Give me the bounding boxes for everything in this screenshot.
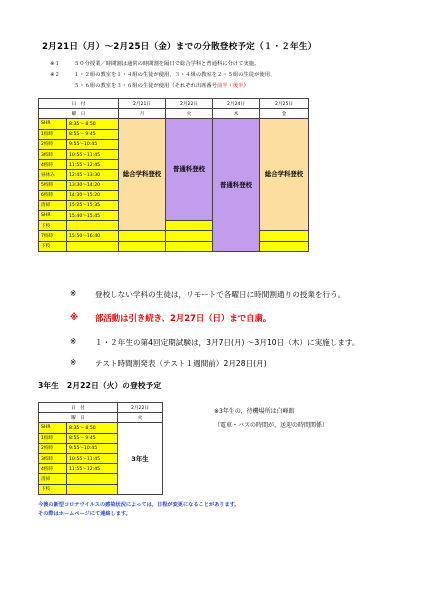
table-row <box>39 119 309 129</box>
third-year-title: 3年生 2月22日（火）の登校予定 <box>38 381 162 390</box>
third-year-table <box>38 402 163 495</box>
note-1: ５０分授業／時間割は通常の時間割を隔日で総合学科と普通科に分けて実施。 <box>74 61 260 67</box>
third-year-cell: 3年生 <box>118 423 163 494</box>
period-name: 下校 <box>39 221 67 231</box>
note-exam: １・２年生の第4回定期試験は，3月7日(月) ～3月10日（木）に実施します。 <box>95 338 360 347</box>
schedule-date-row <box>39 99 309 109</box>
third-date: 2月22日 <box>118 403 163 413</box>
note-2-cont: ５・６組の教室を３・６組の生徒が使用（それぞれ出席番号前半・後半） <box>74 83 249 89</box>
period-name: 4校時 <box>39 464 67 474</box>
period-name: 清掃 <box>39 474 67 484</box>
period-time: 8:35～ 8:50 <box>67 423 118 433</box>
cell-thu: 普通科登校 <box>213 119 260 251</box>
period-name: 下校 <box>39 241 67 251</box>
note-remote-mark: ※ <box>70 289 77 298</box>
third-side-note-1: ※3年生の，待機場所は白峰館 <box>214 408 295 415</box>
third-side-note-2: （電車・バスの時間が、送迎の時間関係） <box>214 422 329 429</box>
footer-line-1: 今後の新型コロナウイルスの感染状況によっては，日程が変更になることがあります。 <box>38 502 240 508</box>
period-time <box>67 221 119 231</box>
period-time: 15:40～15:45 <box>67 211 119 221</box>
period-time: 9:55～10:45 <box>67 443 118 453</box>
period-name: SHR <box>39 423 67 433</box>
note-timetable: テスト時間割発表（テスト１週間前）2月28日(月) <box>95 359 267 368</box>
period-time: 8:35～ 8:50 <box>67 119 119 129</box>
period-name: 6校時 <box>39 190 67 200</box>
period-name: SHR <box>39 119 67 129</box>
period-time <box>67 241 119 251</box>
note-2-red: 前半・後半 <box>217 83 244 89</box>
period-time: 11:55～12:45 <box>67 464 118 474</box>
note-remote: 登校しない学科の生徒は，リモートで各曜日に時間割通りの授業を行う。 <box>95 290 346 299</box>
weekday-label: 曜 日 <box>39 109 119 119</box>
weekday-fri: 金 <box>260 109 309 119</box>
schedule-table <box>38 98 309 252</box>
period-name: 昼休み <box>39 170 67 180</box>
period-time <box>67 484 118 494</box>
period-time: 15:25～15:35 <box>67 200 119 210</box>
note-club-mark: ※ <box>70 312 79 322</box>
page-title: 2月21日（月）～2月25日（金）までの分散登校予定（１・２年生） <box>42 42 317 52</box>
period-time: 8:55～ 9:45 <box>67 129 119 139</box>
mon-empty-cell <box>119 231 166 241</box>
third-date-row <box>39 403 163 413</box>
third-weekday-label: 曜 日 <box>39 413 118 423</box>
third-weekday: 火 <box>118 413 163 423</box>
table-row <box>39 423 163 433</box>
period-name: 2校時 <box>39 139 67 149</box>
period-name: 7校時 <box>39 231 67 241</box>
cell-tue: 普通科登校 <box>166 119 213 221</box>
date-label: 日 付 <box>39 99 119 109</box>
period-name: SHR <box>39 211 67 221</box>
note-timetable-mark: ※ <box>70 358 77 367</box>
period-time: 8:55～ 9:45 <box>67 433 118 443</box>
period-time: 11:55～12:45 <box>67 160 119 170</box>
period-name: 3校時 <box>39 453 67 463</box>
cell-mon: 総合学科登校 <box>119 119 166 231</box>
weekday-tue: 火 <box>166 109 213 119</box>
schedule-weekday-row <box>39 109 309 119</box>
period-time: 10:55～11:45 <box>67 149 119 159</box>
table-row <box>39 241 309 251</box>
date-tue: 2月22日 <box>166 99 213 109</box>
period-time: 14:30～15:20 <box>67 190 119 200</box>
period-name: 下校 <box>39 484 67 494</box>
mon-empty-cell <box>119 241 166 251</box>
period-name: 3校時 <box>39 149 67 159</box>
period-time: 13:30～14:20 <box>67 180 119 190</box>
period-time: 10:55～11:45 <box>67 453 118 463</box>
third-weekday-row <box>39 413 163 423</box>
period-name: 5校時 <box>39 180 67 190</box>
period-name: 4校時 <box>39 160 67 170</box>
table-row <box>39 231 309 241</box>
weekday-mon: 月 <box>119 109 166 119</box>
date-mon: 2月21日 <box>119 99 166 109</box>
period-name: 1校時 <box>39 129 67 139</box>
date-fri: 2月25日 <box>260 99 309 109</box>
period-time: 12:45～13:30 <box>67 170 119 180</box>
fri-empty-cell <box>260 241 309 251</box>
period-time: 9:55～10:45 <box>67 139 119 149</box>
third-date-label: 日 付 <box>39 403 118 413</box>
note-2: １・２組の教室を１・４組の生徒が使用、３・４組の教室を２・５組の生徒が使用、 <box>74 72 276 78</box>
tue-empty-cell <box>166 231 213 241</box>
note-exam-mark: ※ <box>70 337 77 346</box>
period-name: 1校時 <box>39 433 67 443</box>
cell-fri: 総合学科登校 <box>260 119 309 231</box>
period-time <box>67 474 118 484</box>
tue-empty-cell <box>166 241 213 251</box>
note-club: 部活動は引き続き、2月27日（日）まで自粛。 <box>95 313 272 323</box>
note-2-mark: ※２ <box>50 72 60 78</box>
date-thu: 2月24日 <box>213 99 260 109</box>
tue-empty-cell <box>166 221 213 231</box>
note-1-mark: ※１ <box>50 61 60 67</box>
footer-line-2: その際はホームページにて連絡します。 <box>38 511 131 517</box>
period-name: 2校時 <box>39 443 67 453</box>
fri-empty-cell <box>260 231 309 241</box>
weekday-thu: 木 <box>213 109 260 119</box>
period-time: 15:50～16:40 <box>67 231 119 241</box>
period-name: 清掃 <box>39 200 67 210</box>
